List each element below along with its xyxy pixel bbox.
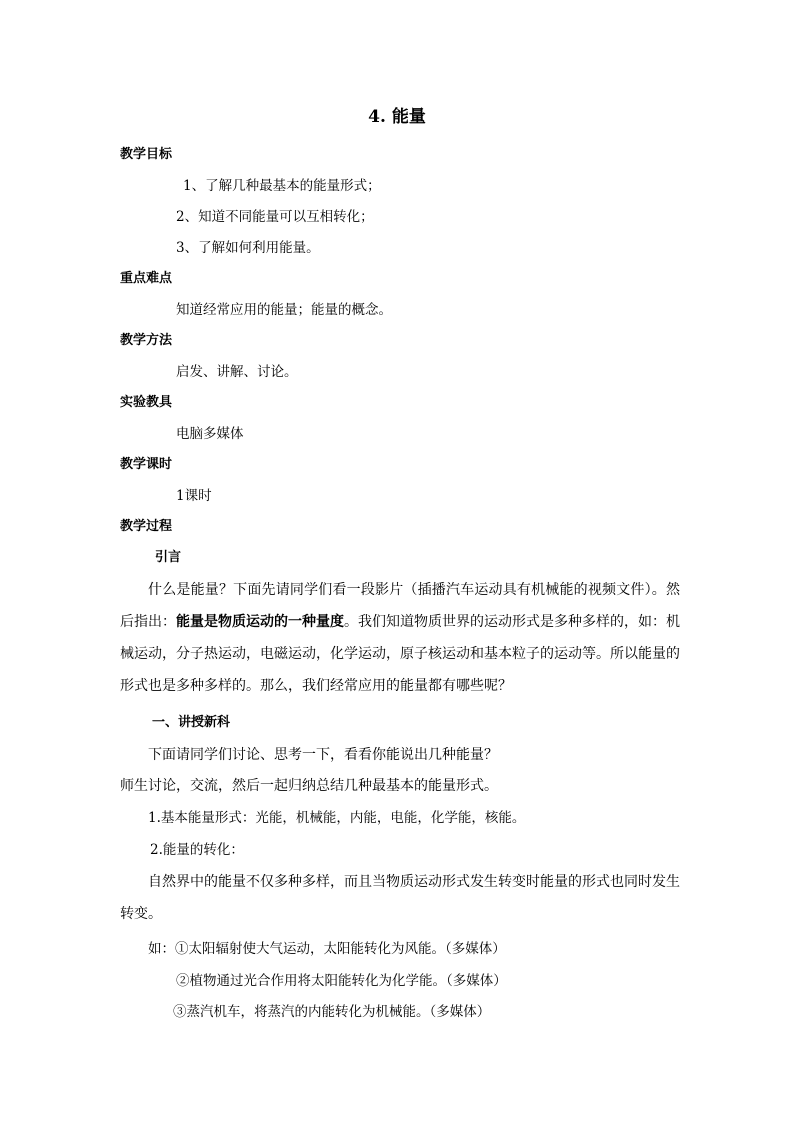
heading-intro: 引言 — [155, 550, 182, 565]
example-1: 如：①太阳辐射使大气运动，太阳能转化为风能。（多媒体） — [148, 941, 506, 957]
hours-text: 1课时 — [176, 488, 212, 504]
intro-paragraph — [120, 574, 680, 702]
heading-hours: 教学课时 — [120, 457, 173, 472]
heading-key-points: 重点难点 — [120, 271, 173, 286]
goal-item-1: 1、了解几种最基本的能量形式； — [183, 178, 381, 194]
heading-methods: 教学方法 — [120, 333, 173, 348]
key-points-text: 知道经常应用的能量；能量的概念。 — [176, 302, 392, 318]
point-1-text: 1.基本能量形式：光能，机械能，内能，电能，化学能，核能。 — [148, 810, 526, 826]
point-2-text: 2.能量的转化： — [150, 842, 244, 858]
goal-item-3: 3、了解如何利用能量。 — [176, 240, 320, 256]
summary-text: 师生讨论，交流，然后一起归纳总结几种最基本的能量形式。 — [120, 778, 498, 794]
intro-text-part1: 什么是能量？下面先请同学们看一段影片（插播汽车运动具有机械能的视频文件）。然后指出： — [120, 582, 680, 630]
heading-tools: 实验教具 — [120, 395, 173, 410]
tools-text: 电脑多媒体 — [176, 426, 244, 442]
intro-text-part2: 。我们知道物质世界的运动形式是多种多样的，如：机械运动，分子热运动，电磁运动，化学运动，原子核运动和基本粒子的运动等。所以能量的形式也是多种多样的。那么，我们经常应用的能量都有哪些呢？ — [120, 614, 680, 694]
methods-text: 启发、讲解、讨论。 — [176, 364, 298, 380]
transform-paragraph: 自然界中的能量不仅多种多样，而且当物质运动形式发生转变时能量的形式也同时发生转变。 — [120, 874, 680, 922]
heading-new-lesson: 一、讲授新科 — [152, 715, 231, 730]
intro-text-bold: 能量是物质运动的一种量度 — [176, 614, 344, 630]
example-3: ③蒸汽机车，将蒸汽的内能转化为机械能。（多媒体） — [173, 1004, 491, 1020]
goal-item-2: 2、知道不同能量可以互相转化； — [176, 209, 374, 225]
heading-goals: 教学目标 — [120, 147, 173, 162]
discuss-text: 下面请同学们讨论、思考一下，看看你能说出几种能量？ — [148, 747, 498, 763]
heading-process: 教学过程 — [120, 519, 173, 534]
example-2: ②植物通过光合作用将太阳能转化为化学能。（多媒体） — [176, 973, 507, 989]
page-title: 4. 能量 — [368, 107, 426, 127]
